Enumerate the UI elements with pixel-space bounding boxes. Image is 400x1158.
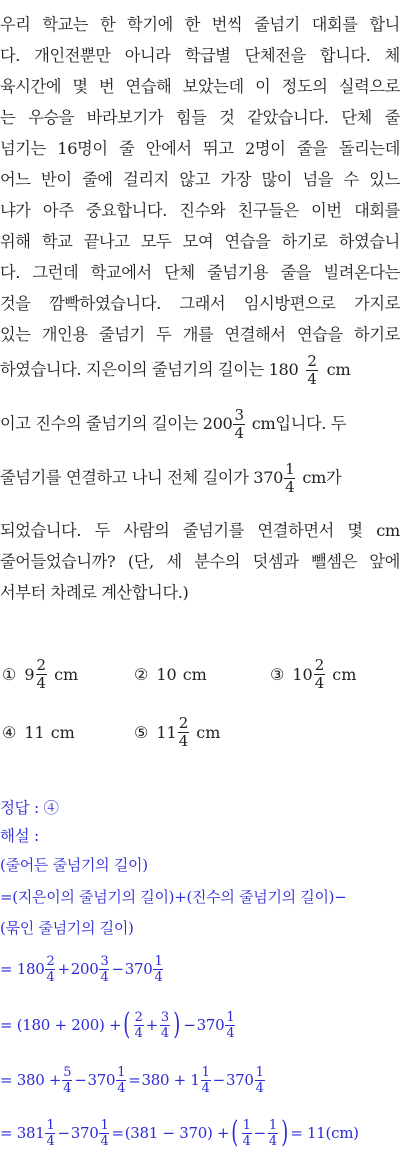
problem-line-1 (0, 14, 400, 36)
problem-word: 한 (99, 15, 116, 34)
problem-word: 가지로 (354, 294, 400, 313)
problem-word: 합니다. (319, 46, 371, 65)
problem-word: 않고 (179, 170, 210, 189)
problem-word: 육시간에 (0, 77, 62, 96)
fraction-denominator: 4 (307, 369, 317, 388)
problem-word: 다. (0, 263, 21, 282)
problem-word: 중요합니다. (85, 201, 168, 220)
choice-number: ④ (2, 722, 17, 742)
choice-number: ② (134, 664, 149, 684)
problem-word: 연결해서 (224, 325, 286, 344)
problem-word: 모여 (182, 232, 214, 251)
problem-word: 실력으로 (338, 77, 400, 96)
unit-cm: cm (54, 664, 79, 684)
problem-word: 아니라 (124, 46, 171, 65)
problem-word: 줄에 (82, 170, 113, 189)
problem-word: 힘들 (175, 108, 207, 127)
problem-word: 줄넘기 (98, 325, 145, 344)
problem-word: 두 (94, 521, 111, 540)
problem-word: 16명이 (57, 139, 108, 158)
fraction-numerator: 2 (314, 655, 325, 674)
unit-cm: cm (196, 722, 221, 742)
fraction-numerator: 2 (307, 351, 317, 370)
problem-word: 2명이 (244, 139, 286, 158)
problem-word: 개를 (182, 325, 214, 344)
choice-3[interactable] (270, 654, 356, 694)
problem-word: 뺄셈은 (311, 552, 357, 571)
problem-text: 서부터 차례로 계산합니다.) (0, 583, 189, 602)
problem-word: 연결하면서 (257, 521, 334, 540)
problem-word: 연습을 (296, 325, 343, 344)
problem-word: 우승을 (28, 108, 74, 127)
solution-heading: 해설 : (0, 827, 39, 845)
problem-word: 하기로 (354, 325, 400, 344)
problem-word: 학교는 (42, 15, 89, 34)
fraction-numerator: 2 (178, 713, 189, 732)
problem-word: 몇 (72, 77, 88, 96)
fraction-numerator: 2 (36, 655, 47, 674)
problem-word: 우리 (0, 15, 31, 34)
solution-line-1: (줄어든 줄넘기의 길이) (0, 855, 148, 874)
problem-text: 하였습니다. 지은이의 줄넘기의 길이는 180 (0, 360, 299, 379)
fraction-jieun-length (306, 353, 317, 388)
problem-word: 번 (98, 77, 115, 96)
problem-word: 대회를 (354, 201, 400, 220)
choice-whole: 9 (24, 664, 35, 684)
problem-word: 정도의 (281, 77, 328, 96)
problem-text: cm입니다. 두 (251, 414, 347, 433)
problem-line-2 (0, 45, 400, 67)
problem-line-14 (0, 458, 400, 498)
choice-1[interactable] (2, 654, 78, 694)
problem-word: 번씩 (211, 15, 243, 34)
problem-word: 줄넘기 (254, 15, 300, 34)
problem-word: 수 (343, 170, 359, 189)
choice-whole: 11 (156, 722, 177, 742)
problem-word: 되었습니다. (0, 521, 82, 540)
choice-number: ③ (270, 664, 285, 684)
problem-word: 끝나고 (83, 232, 130, 251)
problem-word: 모두 (140, 232, 172, 251)
problem-word: 한 (184, 15, 200, 34)
problem-line-3 (0, 76, 400, 98)
solution-equation-3: = 380 + $\frac{5}{4}$ − 370 $\frac{1}{4}$ = 380 + 1 $\frac{1}{4}$ − 370 $\frac{1}{4}$ (0, 1064, 264, 1096)
problem-word: 하기로 (281, 232, 328, 251)
problem-word: 가장 (220, 170, 252, 189)
problem-word: 단체전을 (244, 46, 306, 65)
unit-cm: cm (182, 664, 207, 684)
problem-word: 깜빡하였습니다. (49, 294, 161, 313)
problem-word: cm (376, 521, 400, 540)
problem-line-15 (0, 520, 400, 542)
problem-line-16 (0, 551, 400, 573)
problem-text: cm가 (302, 468, 342, 487)
problem-word: 개인전뿐만 (34, 46, 111, 65)
problem-line-9 (0, 262, 400, 284)
unit-cm: cm (326, 360, 351, 379)
problem-line-8 (0, 231, 400, 253)
fraction-jinsu-length (233, 407, 244, 442)
choice-number: ① (2, 664, 17, 684)
problem-line-5 (0, 138, 400, 160)
choice-2[interactable] (134, 654, 207, 694)
problem-word: 임시방편으로 (243, 294, 336, 313)
problem-word: 는 (0, 108, 16, 127)
problem-word: 줄 (384, 108, 400, 127)
problem-word: 바라보기가 (86, 108, 164, 127)
fraction-denominator: 4 (178, 731, 189, 750)
problem-word: 진수와 (179, 201, 226, 220)
problem-word: 넘을 (302, 170, 334, 189)
problem-word: (단, (127, 552, 154, 571)
problem-word: 개인용 (41, 325, 88, 344)
fraction-denominator: 4 (314, 673, 325, 692)
choice-fraction (178, 715, 190, 750)
problem-word: 줄을 (296, 139, 328, 158)
problem-word: 몇 (347, 521, 363, 540)
problem-word: 합니 (369, 15, 400, 34)
problem-line-7 (0, 200, 400, 222)
fraction-numerator: 3 (234, 405, 244, 424)
unit-cm: cm (332, 664, 357, 684)
problem-word: 반이 (41, 170, 72, 189)
choice-fraction (314, 657, 326, 692)
problem-text: 줄넘기를 연결하고 나니 전체 길이가 370 (0, 468, 284, 487)
problem-line-6 (0, 169, 400, 191)
problem-word: 덧셈과 (252, 552, 299, 571)
problem-word: 것 (219, 108, 235, 127)
problem-word: 줄어들었습니까? (0, 552, 116, 571)
problem-word: 연습해 (125, 77, 172, 96)
problem-word: 보았는데 (182, 77, 244, 96)
problem-word: 안에서 (145, 139, 192, 158)
choice-4[interactable] (2, 712, 75, 752)
solution-line-2: =(지은이의 줄넘기의 길이)+(진수의 줄넘기의 길이)− (0, 887, 347, 906)
solution-equation-1: = 180 $\frac{2}{4}$ + 200 $\frac{3}{4}$ − 370 $\frac{1}{4}$ (0, 953, 163, 985)
solution-equation-4: = 381 $\frac{1}{4}$ − 370 $\frac{1}{4}$ = (381 − 370) + ( $\frac{1}{4}$ − $\frac{1}{4}$ ) = 11(cm) (0, 1115, 359, 1150)
problem-word: 있느 (369, 170, 400, 189)
problem-word: 빌려온다는 (323, 263, 400, 282)
problem-word: 사람의 (123, 521, 170, 540)
problem-word: 체 (384, 46, 400, 65)
problem-word: 줄넘기용 (207, 263, 269, 282)
problem-word: 학교 (41, 232, 73, 251)
problem-word: 두 (156, 325, 172, 344)
problem-word: 많이 (261, 170, 293, 189)
problem-word: 것을 (0, 294, 31, 313)
problem-word: 학기에 (127, 15, 173, 34)
problem-word: 그런데 (32, 263, 79, 282)
problem-word: 같았습니다. (247, 108, 329, 127)
fraction-total-length (284, 461, 295, 496)
choice-whole: 10 (156, 664, 177, 684)
problem-line-12 (0, 350, 400, 390)
problem-line-13-left (0, 407, 346, 442)
choice-number: ⑤ (134, 722, 149, 742)
choice-5[interactable] (134, 712, 220, 752)
choice-fraction (36, 657, 48, 692)
problem-word: 학교에서 (90, 263, 152, 282)
problem-line-4 (0, 107, 400, 129)
problem-word: 어느 (0, 170, 31, 189)
problem-line-11 (0, 324, 400, 346)
problem-text: 이고 진수의 줄넘기의 길이는 200 (0, 414, 233, 433)
problem-word: 이 (255, 77, 271, 96)
choice-whole: 10 (292, 664, 313, 684)
problem-word: 분수의 (194, 552, 241, 571)
fraction-numerator: 1 (285, 459, 295, 478)
problem-word: 위해 (0, 232, 31, 251)
problem-word: 줄넘기를 (182, 521, 245, 540)
problem-word: 그래서 (179, 294, 226, 313)
problem-line-10 (0, 293, 400, 315)
problem-word: 친구들은 (237, 201, 299, 220)
problem-word: 뛰고 (203, 139, 234, 158)
problem-word: 걸리지 (123, 170, 169, 189)
problem-word: 하였습니 (338, 232, 400, 251)
fraction-denominator: 4 (285, 477, 295, 496)
problem-word: 넘기는 (0, 139, 46, 158)
problem-word: 학급별 (184, 46, 231, 65)
problem-word: 앞에 (369, 552, 400, 571)
problem-word: 돌리는데 (338, 139, 400, 158)
problem-word: 줄 (119, 139, 135, 158)
problem-word: 연습을 (224, 232, 271, 251)
problem-word: 단체 (164, 263, 195, 282)
problem-word: 있는 (0, 325, 31, 344)
problem-word: 아주 (42, 201, 74, 220)
answer-line: 정답 : ④ (0, 799, 59, 817)
problem-word: 다. (0, 46, 21, 65)
problem-word: 줄을 (280, 263, 312, 282)
problem-word: 단체 (341, 108, 372, 127)
problem-word: 냐가 (0, 201, 31, 220)
fraction-denominator: 4 (234, 423, 244, 442)
solution-equation-2: = (180 + 200) + ( $\frac{2}{4}$ + $\frac{3}{4}$ ) − 370 $\frac{1}{4}$ (0, 1007, 235, 1042)
problem-word: 세 (166, 552, 182, 571)
fraction-denominator: 4 (36, 673, 47, 692)
problem-word: 이번 (311, 201, 342, 220)
choice-whole: 11 (24, 722, 45, 742)
problem-last-line (0, 582, 400, 604)
unit-cm: cm (50, 722, 75, 742)
problem-word: 대회를 (311, 15, 358, 34)
solution-line-3: (묶인 줄넘기의 길이) (0, 918, 134, 937)
problem-line-13 (0, 404, 400, 444)
